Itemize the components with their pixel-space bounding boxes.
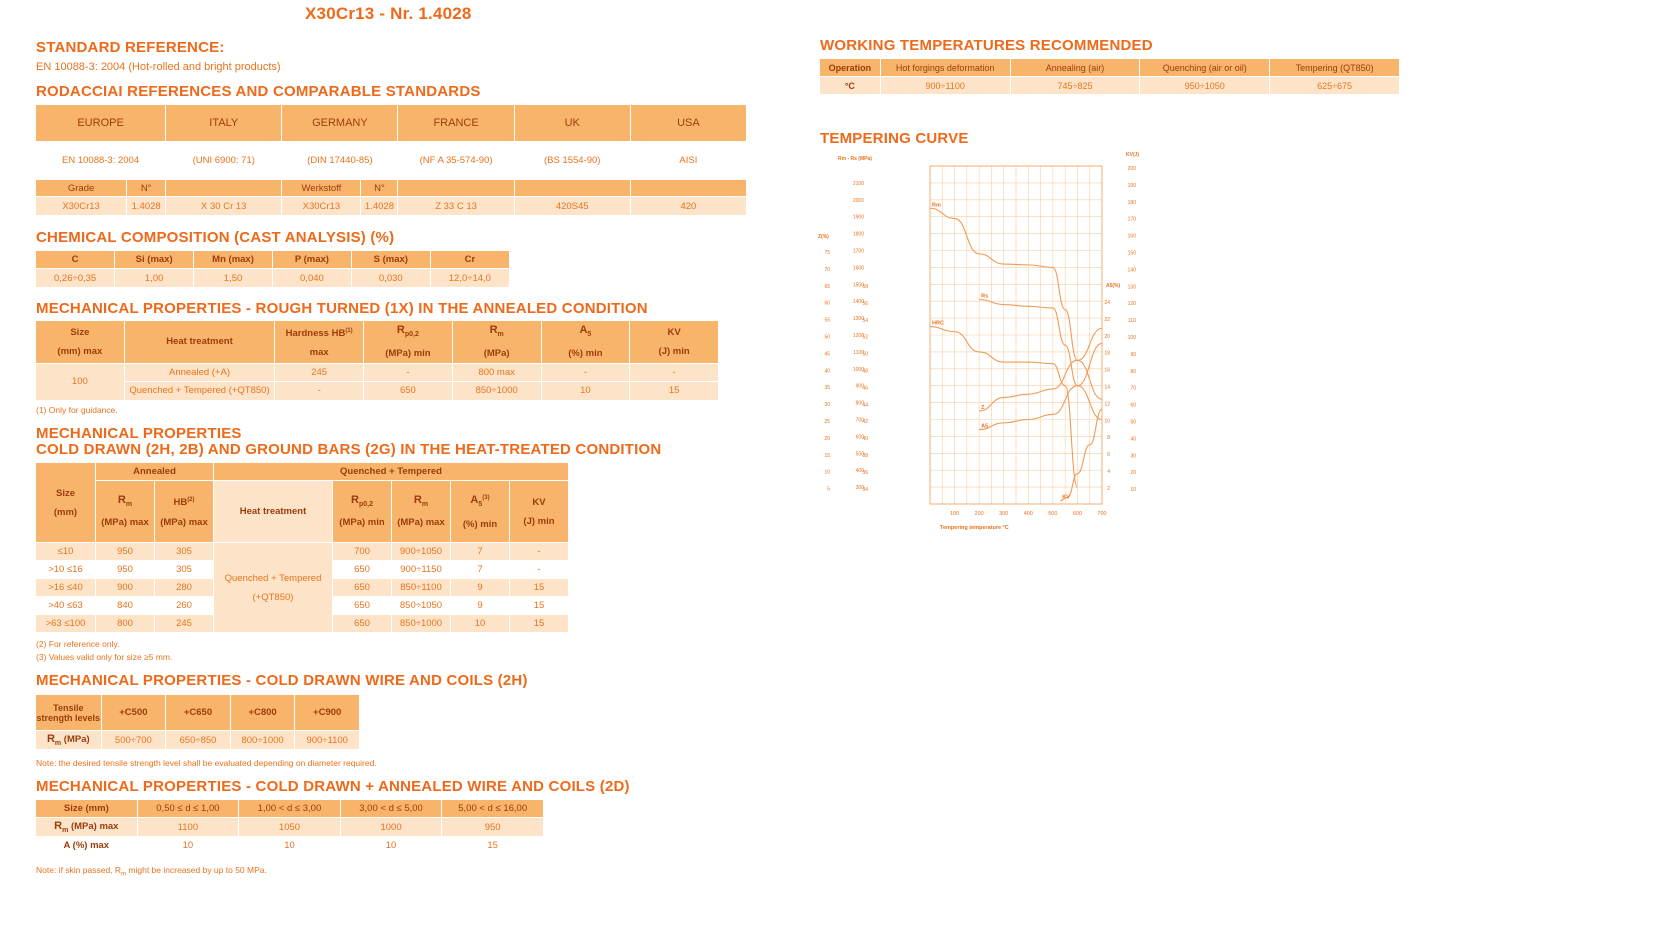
y-tick-mpa: 1600	[852, 265, 864, 272]
y-tick-hrc: 44	[862, 402, 868, 409]
cell: 950	[96, 543, 155, 561]
y-tick-mpa: 500	[855, 451, 864, 458]
mech2-a-header: $A_5^{(3)}$ (%) min	[451, 481, 510, 543]
std-uk: (BS 1554-90)	[514, 142, 630, 180]
series-label-hrc: HRC	[932, 320, 944, 327]
y-tick-z: 70	[824, 266, 830, 273]
cell: 9	[451, 597, 510, 615]
y-tick-kv: 30	[1130, 453, 1136, 460]
y-axis-label-z: Z(%)	[818, 234, 829, 240]
mech2-size-header: Size (mm)	[36, 463, 96, 543]
y-tick-kv: 120	[1127, 301, 1136, 308]
y-tick-hrc: 58	[862, 284, 868, 290]
page-title: X30Cr13 - Nr. 1.4028	[305, 4, 472, 23]
country-uk: UK	[514, 105, 630, 142]
y-axis-label-kv: KV(J)	[1126, 152, 1140, 158]
cell: 650÷850	[166, 731, 231, 750]
x-axis-label: Tempering temperature °C	[940, 525, 1009, 531]
y-tick-z: 35	[824, 385, 830, 392]
y-tick-a5: 22	[1104, 316, 1110, 323]
working-h: Operation	[820, 59, 881, 77]
y-tick-a5: 2	[1107, 485, 1110, 492]
cell: 1000	[340, 818, 442, 837]
y-tick-mpa: 1000	[852, 366, 864, 373]
chem-h: Si (max)	[115, 251, 194, 269]
working-v: 900÷1100	[880, 77, 1010, 95]
y-tick-mpa: 1400	[852, 299, 864, 306]
y-tick-kv: 110	[1128, 318, 1136, 325]
mech2-annealed-group: Annealed	[96, 463, 214, 481]
country-france: FRANCE	[398, 105, 514, 142]
y-tick-kv: 80	[1130, 368, 1136, 375]
standard-text: EN 10088-3: 2004 (Hot-rolled and bright products)	[36, 61, 281, 73]
y-tick-kv: 90	[1130, 351, 1136, 358]
working-h: Tempering (QT850)	[1270, 59, 1400, 77]
y-tick-kv: 200	[1127, 166, 1136, 172]
std-france: (NF A 35-574-90)	[398, 142, 514, 180]
sub-werkstoff: Werkstoff	[282, 180, 361, 197]
ref-value: X30Cr13	[282, 197, 361, 216]
standard-heading: STANDARD REFERENCE:	[36, 39, 225, 56]
y-tick-mpa: 400	[855, 468, 864, 475]
cell: 650	[333, 561, 392, 579]
mech3-label-header: Tensile strength levels	[36, 695, 102, 731]
mech3-h: +C650	[166, 695, 231, 731]
cell: 800÷1000	[230, 731, 295, 750]
mech1-hardness-header: Hardness HB$^{(1)}$ max	[275, 321, 364, 364]
y-tick-z: 60	[824, 300, 830, 307]
mech1-size: 100	[36, 363, 125, 400]
mech2-note-1: (2) For reference only.	[36, 639, 120, 649]
cell: 245	[155, 615, 214, 633]
mech1-size-header: Size (mm) max	[36, 321, 125, 364]
cell: 7	[451, 561, 510, 579]
cell: >10 ≤16	[36, 561, 96, 579]
cell: 850÷1000	[452, 381, 541, 400]
y-tick-a5: 4	[1107, 469, 1110, 475]
chem-v: 1,00	[115, 269, 194, 288]
cell: >40 ≤63	[36, 597, 96, 615]
cell: 950	[96, 561, 155, 579]
ref-value: 420S45	[514, 197, 630, 216]
y-tick-hrc: 36	[862, 469, 868, 476]
y-tick-a5: 6	[1107, 452, 1110, 459]
x-tick-label: 100	[949, 511, 960, 517]
mech4-h: 0,50 ≤ d ≤ 1,00	[137, 800, 239, 818]
refs-heading: RODACCIAI REFERENCES AND COMPARABLE STANDARDS	[36, 83, 481, 100]
chem-heading: CHEMICAL COMPOSITION (CAST ANALYSIS) (%)	[36, 229, 395, 246]
chem-h: Mn (max)	[194, 251, 273, 269]
y-tick-mpa: 300	[855, 485, 864, 492]
mech4-table	[35, 799, 544, 855]
y-tick-kv: 170	[1127, 216, 1136, 223]
mech4-note: Note: if skin passed, $R_m$ might be increased by up to 50 MPa.	[36, 865, 267, 878]
y-tick-a5: 16	[1104, 367, 1110, 374]
ref-value: X 30 Cr 13	[166, 197, 282, 216]
cell: 245	[275, 363, 364, 381]
y-tick-a5: 10	[1104, 418, 1110, 425]
y-tick-kv: 10	[1130, 487, 1136, 494]
y-tick-kv: 150	[1127, 250, 1136, 257]
cell: 15	[510, 597, 569, 615]
cell: -	[541, 363, 630, 381]
mech4-heading: MECHANICAL PROPERTIES - COLD DRAWN + ANNEALED WIRE AND COILS (2D)	[36, 778, 630, 795]
y-tick-mpa: 600	[855, 434, 864, 441]
mech3-note: Note: the desired tensile strength level shall be evaluated depending on diameter required.	[36, 758, 377, 768]
mech4-h: 3,00 < d ≤ 5,00	[340, 800, 442, 818]
sub-no-2: N°	[361, 180, 398, 197]
chem-h: P (max)	[272, 251, 351, 269]
mech1-a-header: $A_5$ (%) min	[541, 321, 630, 364]
cell: 840	[96, 597, 155, 615]
chem-v: 0,030	[351, 269, 430, 288]
working-v: 745÷825	[1010, 77, 1140, 95]
tempering-chart	[818, 152, 1170, 538]
mech1-rm-header: $R_m$ (MPa)	[452, 321, 541, 364]
cell: 850÷1100	[392, 579, 451, 597]
y-tick-mpa: 1800	[852, 231, 864, 238]
y-tick-a5: 18	[1104, 350, 1110, 357]
chem-h: S (max)	[351, 251, 430, 269]
mech2-qt-group: Quenched + Tempered	[214, 463, 569, 481]
cell: 700	[333, 543, 392, 561]
cell: 15	[510, 615, 569, 633]
y-axis-label-mpa: Rm - Rs (MPa)	[838, 156, 872, 162]
y-tick-mpa: 1100	[853, 349, 864, 356]
y-tick-mpa: 2000	[852, 197, 864, 204]
refs-table	[35, 104, 747, 216]
country-italy: ITALY	[166, 105, 282, 142]
series-label-kv: KV	[1062, 494, 1070, 501]
y-tick-hrc: 40	[862, 436, 868, 443]
cell: 15	[510, 579, 569, 597]
chem-h: Cr	[430, 251, 509, 269]
std-usa: AISI	[630, 142, 746, 180]
cell: 260	[155, 597, 214, 615]
y-tick-kv: 70	[1130, 385, 1136, 392]
y-tick-mpa: 800	[855, 400, 864, 407]
cell: 900÷1150	[392, 561, 451, 579]
mech2-rm-header: $R_m$ (MPa) max	[96, 481, 155, 543]
cell: 9	[451, 579, 510, 597]
mech2-heat-cell: Quenched + Tempered (+QT850)	[214, 543, 333, 633]
cell: 650	[333, 597, 392, 615]
y-tick-hrc: 46	[862, 385, 868, 392]
cell: 1100	[137, 818, 239, 837]
y-tick-z: 75	[824, 250, 830, 256]
cell: 10	[137, 837, 239, 855]
cell: Quenched + Tempered (+QT850)	[124, 381, 275, 400]
y-tick-a5: 12	[1104, 401, 1110, 408]
cell: >63 ≤100	[36, 615, 96, 633]
y-tick-z: 10	[824, 469, 830, 476]
mech1-heat-header: Heat treatment	[124, 321, 275, 364]
ref-value: Z 33 C 13	[398, 197, 514, 216]
cell: 900÷1050	[392, 543, 451, 561]
working-h: Quenching (air or oil)	[1140, 59, 1270, 77]
y-tick-kv: 20	[1130, 470, 1136, 477]
mech2-heat-header: Heat treatment	[214, 481, 333, 543]
cell: 1050	[239, 818, 341, 837]
x-tick-label: 600	[1072, 511, 1083, 517]
y-tick-kv: 40	[1130, 436, 1136, 443]
y-tick-mpa: 700	[855, 417, 864, 424]
ref-value: 1.4028	[127, 197, 166, 216]
mech3-h: +C800	[230, 695, 295, 731]
ref-value: 1.4028	[361, 197, 398, 216]
cell: 800 max	[452, 363, 541, 381]
cell: Annealed (+A)	[124, 363, 275, 381]
y-tick-hrc: 50	[862, 351, 868, 358]
mech2-heading: MECHANICAL PROPERTIES	[36, 425, 242, 442]
y-tick-hrc: 56	[862, 300, 868, 307]
mech2-rp-header: $R_{p0,2}$ (MPa) min	[333, 481, 392, 543]
y-tick-hrc: 52	[862, 334, 868, 341]
y-tick-z: 55	[824, 317, 830, 324]
mech2-hb-header: HB$^{(2)}$ (MPa) max	[155, 481, 214, 543]
cell: 950	[442, 818, 544, 837]
mech1-kv-header: KV (J) min	[630, 321, 719, 364]
y-tick-z: 45	[824, 351, 830, 358]
cell: 650	[333, 579, 392, 597]
series-label-a5: A5	[981, 423, 989, 430]
cell: 900	[96, 579, 155, 597]
y-tick-kv: 130	[1127, 284, 1136, 291]
chart-title: TEMPERING CURVE	[820, 130, 969, 147]
sub-no: N°	[127, 180, 166, 197]
working-v: 950÷1050	[1140, 77, 1270, 95]
cell: 800	[96, 615, 155, 633]
y-tick-mpa: 2100	[852, 180, 864, 187]
y-tick-kv: 100	[1127, 335, 1136, 341]
y-tick-z: 40	[824, 368, 830, 375]
sub-grade: Grade	[36, 180, 127, 197]
y-tick-kv: 180	[1127, 199, 1136, 206]
y-tick-a5: 8	[1107, 435, 1110, 442]
y-tick-hrc: 38	[862, 453, 868, 459]
y-tick-mpa: 1200	[852, 333, 864, 339]
working-v: °C	[820, 77, 881, 95]
working-v: 625÷675	[1270, 77, 1400, 95]
cell: -	[630, 363, 719, 381]
chem-h: C	[36, 251, 115, 269]
mech3-row-label: $R_m$ (MPa)	[36, 731, 102, 750]
y-tick-a5: 14	[1104, 384, 1110, 391]
working-h: Hot forgings deformation	[880, 59, 1010, 77]
cell: 15	[442, 837, 544, 855]
x-tick-label: 300	[999, 511, 1009, 517]
cell: 15	[630, 381, 719, 400]
y-tick-a5: 24	[1104, 300, 1110, 306]
chem-v: 1,50	[194, 269, 273, 288]
y-tick-mpa: 1500	[852, 282, 864, 289]
cell: 650	[333, 615, 392, 633]
y-tick-hrc: 48	[862, 368, 868, 375]
mech1-table	[35, 320, 719, 401]
cell: -	[364, 363, 453, 381]
mech2-rm2-header: $R_m$ (MPa) max	[392, 481, 451, 543]
working-h: Annealing (air)	[1010, 59, 1140, 77]
mech2-heading-2: COLD DRAWN (2H, 2B) AND GROUND BARS (2G) IN THE HEAT-TREATED CONDITION	[36, 441, 662, 458]
y-tick-a5: 20	[1104, 333, 1110, 340]
y-tick-kv: 50	[1130, 419, 1136, 426]
series-label-rm: Rm	[932, 202, 941, 209]
cell: 850÷1000	[392, 615, 451, 633]
y-tick-kv: 160	[1127, 233, 1136, 240]
mech3-heading: MECHANICAL PROPERTIES - COLD DRAWN WIRE AND COILS (2H)	[36, 672, 528, 689]
y-tick-hrc: 54	[862, 317, 868, 324]
mech2-table	[35, 462, 569, 633]
chem-v: 12,0÷14,0	[430, 269, 509, 288]
mech4-size-header: Size (mm)	[36, 800, 138, 818]
x-tick-label: 700	[1097, 511, 1107, 517]
mech2-kv-header: KV (J) min	[510, 481, 569, 543]
country-europe: EUROPE	[36, 105, 166, 142]
cell: 305	[155, 561, 214, 579]
ref-value: X30Cr13	[36, 197, 127, 216]
cell: >16 ≤40	[36, 579, 96, 597]
y-tick-kv: 140	[1127, 267, 1136, 274]
cell: 850÷1050	[392, 597, 451, 615]
working-table	[819, 58, 1400, 95]
mech1-rp-header: $R_{p0,2}$ (MPa) min	[364, 321, 453, 364]
y-tick-hrc: 34	[862, 486, 868, 493]
cell: 900÷1100	[295, 731, 360, 750]
y-tick-mpa: 1300	[852, 316, 864, 323]
mech1-note: (1) Only for guidance.	[36, 405, 118, 415]
y-tick-hrc: 42	[862, 419, 868, 426]
working-heading: WORKING TEMPERATURES RECOMMENDED	[820, 37, 1153, 54]
mech4-h: 1,00 < d ≤ 3,00	[239, 800, 341, 818]
y-tick-mpa: 1700	[852, 248, 864, 255]
series-label-z: Z	[981, 405, 985, 412]
cell: 305	[155, 543, 214, 561]
y-tick-z: 20	[824, 435, 830, 442]
std-germany: (DIN 17440-85)	[282, 142, 398, 180]
mech4-a-label: A (%) max	[36, 837, 138, 855]
cell: -	[510, 561, 569, 579]
y-tick-mpa: 1900	[852, 214, 864, 221]
ref-value: 420	[630, 197, 746, 216]
series-label-rs: Rs	[981, 293, 989, 300]
y-tick-kv: 60	[1130, 402, 1136, 409]
mech2-note-2: (3) Values valid only for size ≥5 mm.	[36, 652, 173, 662]
mech3-h: +C500	[101, 695, 166, 731]
x-tick-label: 200	[974, 511, 984, 517]
y-axis-label-a5: A5(%)	[1106, 283, 1121, 289]
mech1-heading: MECHANICAL PROPERTIES - ROUGH TURNED (1X) IN THE ANNEALED CONDITION	[36, 300, 648, 317]
y-tick-z: 25	[824, 419, 830, 425]
y-tick-z: 30	[824, 402, 830, 409]
country-usa: USA	[630, 105, 746, 142]
cell: 10	[239, 837, 341, 855]
std-europe: EN 10088-3: 2004	[36, 142, 166, 180]
y-tick-z: 50	[824, 334, 830, 341]
country-germany: GERMANY	[282, 105, 398, 142]
cell: -	[510, 543, 569, 561]
cell: 650	[364, 381, 453, 400]
cell: 7	[451, 543, 510, 561]
y-tick-mpa: 900	[855, 383, 864, 390]
std-italy: (UNI 6900: 71)	[166, 142, 282, 180]
x-tick-label: 500	[1048, 511, 1058, 517]
y-tick-z: 5	[827, 486, 830, 493]
mech3-table	[35, 694, 360, 750]
y-tick-z: 15	[824, 452, 830, 459]
cell: 280	[155, 579, 214, 597]
y-tick-z: 65	[824, 283, 830, 290]
cell: ≤10	[36, 543, 96, 561]
cell: -	[275, 381, 364, 400]
y-tick-kv: 190	[1127, 182, 1136, 189]
mech3-h: +C900	[295, 695, 360, 731]
cell: 10	[451, 615, 510, 633]
chem-v: 0,040	[272, 269, 351, 288]
chem-table	[35, 250, 510, 288]
mech4-h: 5,00 < d ≤ 16,00	[442, 800, 544, 818]
chem-v: 0,26÷0,35	[36, 269, 115, 288]
mech4-rm-label: $R_m$ (MPa) max	[36, 818, 138, 837]
cell: 10	[340, 837, 442, 855]
x-tick-label: 400	[1023, 511, 1033, 517]
cell: 500÷700	[101, 731, 166, 750]
cell: 10	[541, 381, 630, 400]
